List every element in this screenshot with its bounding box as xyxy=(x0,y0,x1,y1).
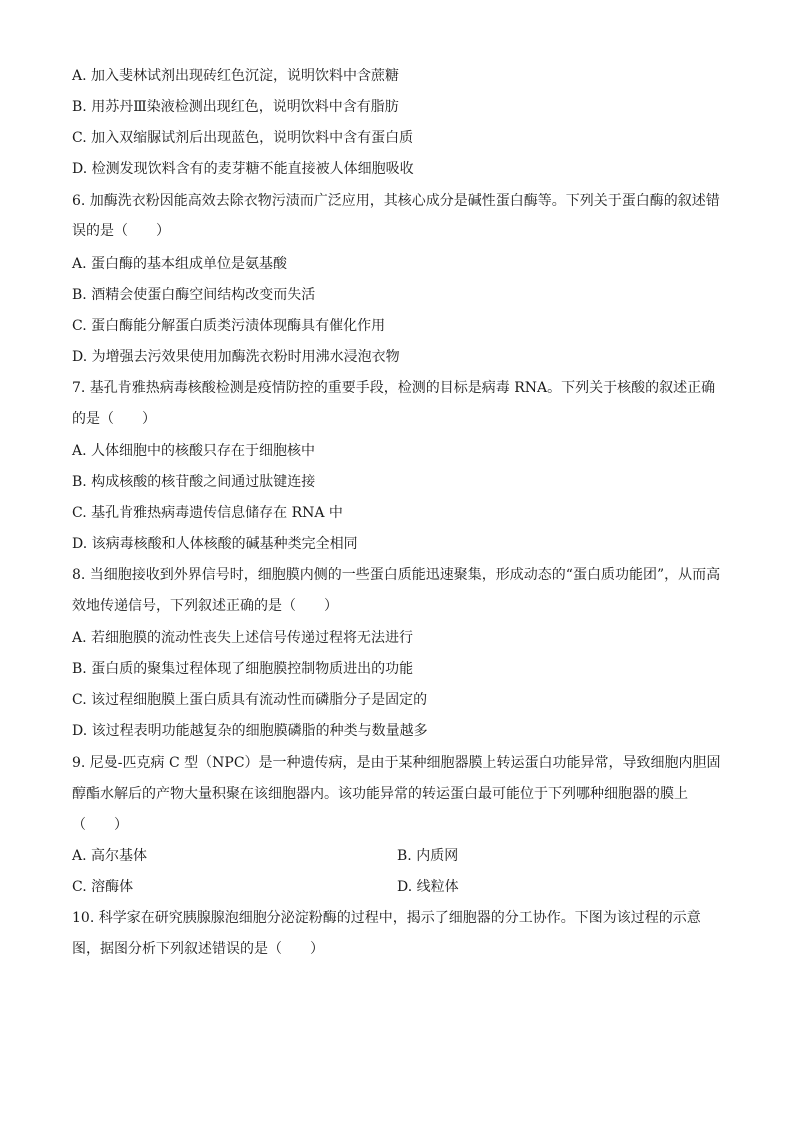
q7-option-a: A. 人体细胞中的核酸只存在于细胞核中 xyxy=(72,443,316,459)
q6-option-b: B. 酒精会使蛋白酶空间结构改变而失活 xyxy=(72,287,316,303)
q10-stem-line-2: 图，据图分析下列叙述错误的是（ ） xyxy=(72,941,324,957)
q8-option-a: A. 若细胞膜的流动性丧失上述信号传递过程将无法进行 xyxy=(72,630,414,646)
q7-stem-line-2: 的是（ ） xyxy=(72,411,156,427)
q5-option-b: B. 用苏丹Ⅲ染液检测出现红色，说明饮料中含有脂肪 xyxy=(72,99,399,115)
q7-stem-line-1: 7. 基孔肯雅热病毒核酸检测是疫情防控的重要手段，检测的目标是病毒 RNA。下列关于核酸的叙述正确 xyxy=(72,380,716,396)
q6-option-a: A. 蛋白酶的基本组成单位是氨基酸 xyxy=(72,256,288,272)
q9-stem-line-2: 醇酯水解后的产物大量积聚在该细胞器内。该功能异常的转运蛋白最可能位于下列哪种细胞器的膜上 xyxy=(72,786,688,802)
q7-option-b: B. 构成核酸的核苷酸之间通过肽键连接 xyxy=(72,474,316,490)
q6-option-c: C. 蛋白酶能分解蛋白质类污渍体现酶具有催化作用 xyxy=(72,318,386,334)
q6-stem-line-1: 6. 加酶洗衣粉因能高效去除衣物污渍而广泛应用，其核心成分是碱性蛋白酶等。下列关于蛋白酶的叙述错 xyxy=(72,193,720,209)
q8-option-b: B. 蛋白质的聚集过程体现了细胞膜控制物质进出的功能 xyxy=(72,661,414,677)
q8-stem-line-1: 8. 当细胞接收到外界信号时，细胞膜内侧的一些蛋白质能迅速聚集，形成动态的“蛋白质功能团”，从而高 xyxy=(72,567,721,583)
q9-option-b: B. 内质网 xyxy=(397,848,459,864)
q8-option-d: D. 该过程表明功能越复杂的细胞膜磷脂的种类与数量越多 xyxy=(72,723,428,739)
q5-option-c: C. 加入双缩脲试剂后出现蓝色，说明饮料中含有蛋白质 xyxy=(72,130,414,146)
q10-stem-line-1: 10. 科学家在研究胰腺腺泡细胞分泌淀粉酶的过程中，揭示了细胞器的分工协作。下图为该过程的示意 xyxy=(72,910,701,926)
q8-option-c: C. 该过程细胞膜上蛋白质具有流动性而磷脂分子是固定的 xyxy=(72,692,428,708)
q5-option-a: A. 加入斐林试剂出现砖红色沉淀，说明饮料中含蔗糖 xyxy=(72,68,400,84)
q7-option-d: D. 该病毒核酸和人体核酸的碱基种类完全相同 xyxy=(72,536,358,552)
q8-stem-line-2: 效地传递信号，下列叙述正确的是（ ） xyxy=(72,598,338,614)
q9-option-c: C. 溶酶体 xyxy=(72,879,134,895)
q7-option-c: C. 基孔肯雅热病毒遗传信息储存在 RNA 中 xyxy=(72,505,343,521)
q6-stem-line-2: 误的是（ ） xyxy=(72,223,170,239)
q6-option-d: D. 为增强去污效果使用加酶洗衣粉时用沸水浸泡衣物 xyxy=(72,349,400,365)
q9-option-d: D. 线粒体 xyxy=(397,879,459,895)
q9-option-a: A. 高尔基体 xyxy=(72,848,148,864)
q5-option-d: D. 检测发现饮料含有的麦芽糖不能直接被人体细胞吸收 xyxy=(72,161,414,177)
q9-stem-line-3: （ ） xyxy=(72,817,128,833)
q9-stem-line-1: 9. 尼曼-匹克病 C 型（NPC）是一种遗传病，是由于某种细胞器膜上转运蛋白功能异常，导致细胞内胆固 xyxy=(72,755,721,771)
